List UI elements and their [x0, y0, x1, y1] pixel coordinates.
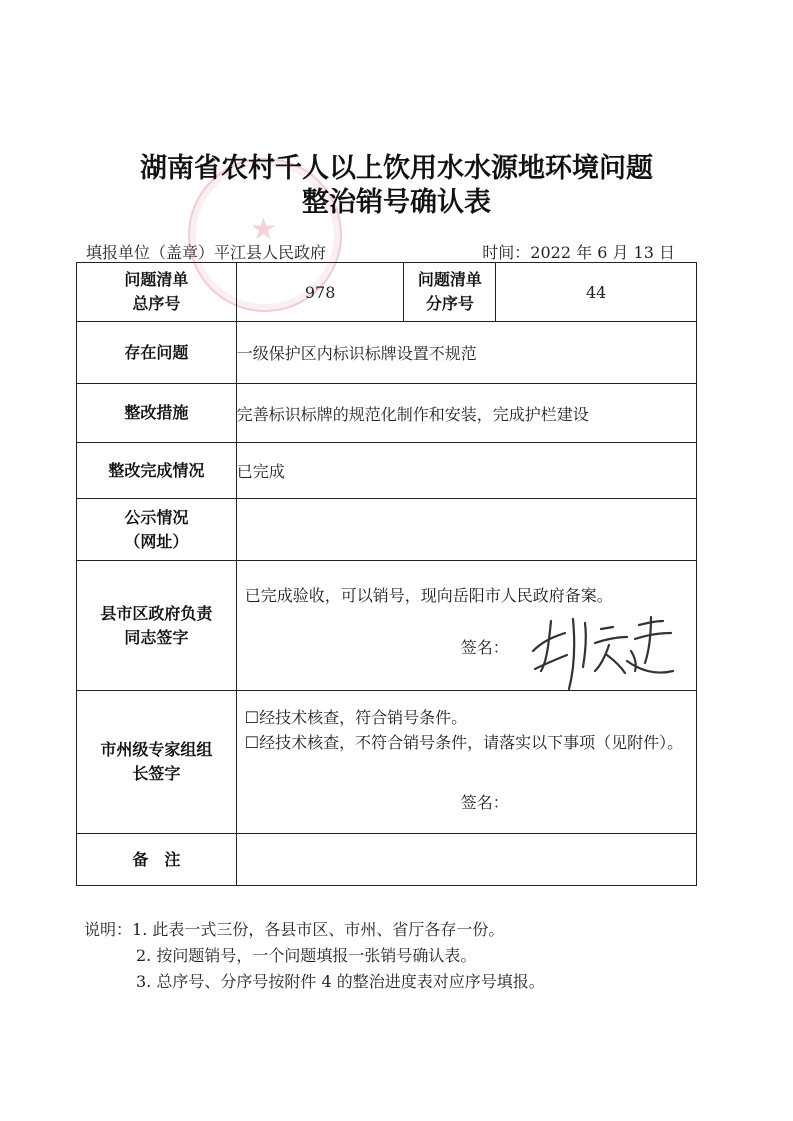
notes-section: [84, 917, 545, 995]
note-item-2: 2. 按问题销号，一个问题填报一张销号确认表。: [136, 946, 477, 965]
sub-seq-value: 44: [496, 263, 697, 322]
document-title-line2: 整治销号确认表: [302, 187, 491, 218]
completion-label: 整改完成情况: [77, 443, 237, 499]
expert-sign-label: 市州级专家组组 长签字: [77, 691, 237, 834]
county-sign-label: 县市区政府负责 同志签字: [77, 561, 237, 691]
total-seq-label: 问题清单 总序号: [77, 263, 237, 322]
completion-value: 已完成: [236, 443, 696, 499]
table-row: [77, 263, 697, 322]
filing-unit: 填报单位（盖章）平江县人民政府: [86, 243, 327, 262]
county-sign-cell: [236, 561, 696, 691]
table-row: [77, 443, 697, 499]
sub-seq-label: 问题清单 分序号: [404, 263, 496, 322]
table-row: [77, 834, 697, 886]
total-seq-value: 978: [236, 263, 404, 322]
filing-date: 时间：2022 年 6 月 13 日: [482, 243, 675, 262]
confirmation-form-table: [76, 262, 697, 886]
table-row: [77, 322, 697, 384]
publicity-value: [236, 499, 696, 561]
remarks-label: 备 注: [77, 834, 237, 886]
measures-label: 整改措施: [77, 384, 237, 443]
notes-prefix: 说明：: [84, 920, 133, 939]
expert-option-compliant: ☐经技术核查，符合销号条件。: [244, 708, 468, 727]
expert-sign-name-label: 签名：: [460, 793, 509, 812]
note-item-1: 说明：1. 此表一式三份，各县市区、市州、省厅各存一份。: [84, 920, 505, 939]
table-row: [77, 384, 697, 443]
document-title-line1: 湖南省农村千人以上饮用水水源地环境问题: [140, 153, 653, 184]
table-row: [77, 691, 697, 834]
note-item-3: 3. 总序号、分序号按附件 4 的整治进度表对应序号填报。: [136, 972, 545, 991]
expert-options: [245, 705, 690, 755]
expert-option-noncompliant: ☐经技术核查，不符合销号条件，请落实以下事项（见附件）。: [244, 733, 684, 752]
remarks-value: [236, 834, 696, 886]
county-sign-name-label: 签名：: [460, 638, 509, 657]
measures-value: 完善标识标牌的规范化制作和安装，完成护栏建设: [236, 384, 696, 443]
publicity-label: 公示情况 （网址）: [77, 499, 237, 561]
handwritten-signature: [523, 611, 683, 691]
expert-sign-cell: [236, 691, 696, 834]
county-sign-text: 已完成验收，可以销号，现向岳阳市人民政府备案。: [244, 586, 613, 605]
table-row: [77, 499, 697, 561]
problem-value: 一级保护区内标识标牌设置不规范: [236, 322, 696, 384]
table-row: [77, 561, 697, 691]
problem-label: 存在问题: [77, 322, 237, 384]
